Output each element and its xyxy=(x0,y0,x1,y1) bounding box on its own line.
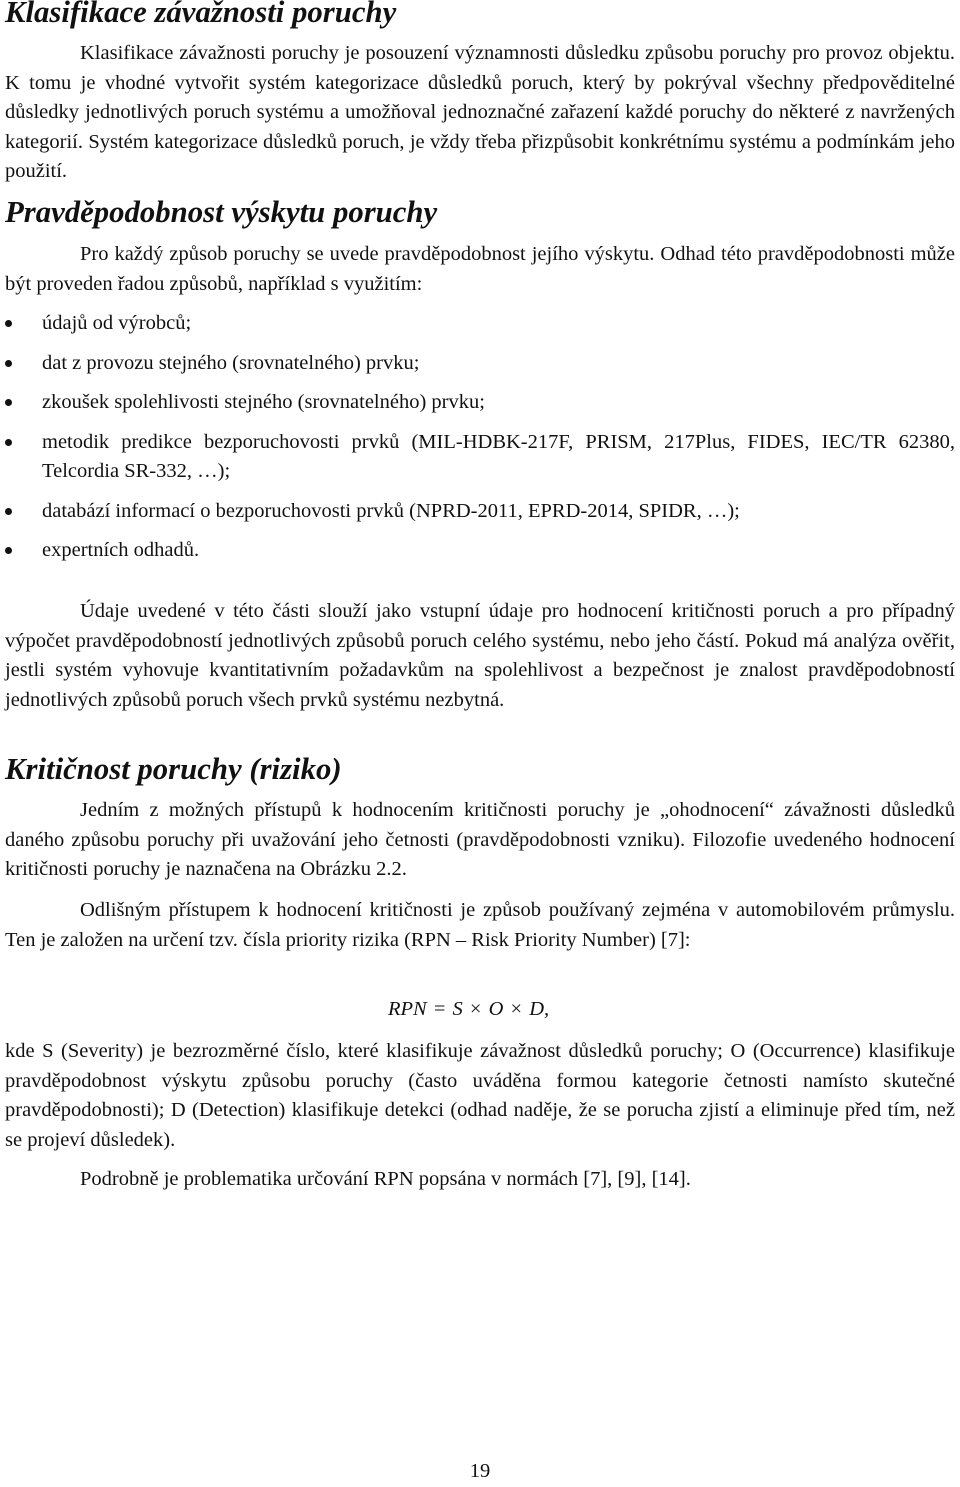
multiply-icon: × xyxy=(469,998,482,1020)
bullet-icon xyxy=(5,439,12,446)
formula-detection: D, xyxy=(529,998,550,1020)
paragraph-criticality-4: Podrobně je problematika určování RPN popsána v normách [7], [9], [14]. xyxy=(80,1168,691,1190)
list-item: databází informací o bezporuchovosti prvků (NPRD-2011, EPRD-2014, SPIDR, …); xyxy=(5,497,955,527)
rpn-formula xyxy=(388,995,549,1025)
bullet-icon xyxy=(5,360,12,367)
paragraph-criticality-1: Jedním z možných přístupů k hodnocením kritičnosti poruchy je „ohodnocení“ závažnosti důsledků daného způsobu poruchy při uvažování jeho četnosti (pravděpodobnosti vzniku). Filozofie uvedeného hodnocení kritičnosti poruchy je naznačena na Obrázku 2.2. xyxy=(5,799,955,880)
list-item: dat z provozu stejného (srovnatelného) prvku; xyxy=(5,349,955,379)
list-item: údajů od výrobců; xyxy=(5,309,955,339)
estimation-methods-list xyxy=(5,309,955,576)
formula-severity: S xyxy=(452,998,463,1020)
formula-lhs: RPN xyxy=(388,998,427,1020)
list-item: zkoušek spolehlivosti stejného (srovnatelného) prvku; xyxy=(5,388,955,418)
bullet-icon xyxy=(5,547,12,554)
paragraph-probability-closing: Údaje uvedené v této části slouží jako vstupní údaje pro hodnocení kritičnosti poruch a pro případný výpočet pravděpodobností jednotlivých způsobů poruch celého systému, nebo jeho částí. Pokud má analýza ověřit, jestli systém vyhovuje kvantitativním požadavkům na spolehlivost a bezpečnost je znalost pravděpodobností jednotlivých způsobů poruch všech prvků systému nezbytná. xyxy=(5,600,955,711)
paragraph-severity: Klasifikace závažnosti poruchy je posouzení významnosti důsledku způsobu poruchy pro provoz objektu. K tomu je vhodné vytvořit systém kategorizace důsledků poruch, který by pokrýval všechny předpověditelné důsledky jednotlivých poruch systému a umožňoval jednoznačné zařazení každé poruchy do některé z navržených kategorií. Systém kategorizace důsledků poruch, je vždy třeba přizpůsobit konkrétnímu systému a podmínkám jeho použití. xyxy=(5,42,955,182)
paragraph-probability-intro: Pro každý způsob poruchy se uvede pravděpodobnost jejího výskytu. Odhad této pravděpodobnosti může být proveden řadou způsobů, například s využitím: xyxy=(5,243,955,295)
heading-failure-probability: Pravděpodobnost výskytu poruchy xyxy=(5,195,438,229)
paragraph-criticality-3: kde S (Severity) je bezrozměrné číslo, které klasifikuje závažnost důsledků poruchy; O (Occurrence) klasifikuje pravděpodobnost výskytu způsobu poruchy (často uváděna formou kategorie četnosti namísto skutečné pravděpodobnosti); D (Detection) klasifikuje detekci (odhad naděje, že se porucha zjistí a eliminuje před tím, než se projeví důsledek). xyxy=(5,1040,955,1151)
list-item: expertních odhadů. xyxy=(5,536,955,566)
heading-severity-classification: Klasifikace závažnosti poruchy xyxy=(5,0,397,29)
heading-failure-criticality: Kritičnost poruchy (riziko) xyxy=(5,752,342,786)
formula-occurrence: O xyxy=(488,998,504,1020)
formula-equals: = xyxy=(433,998,446,1020)
bullet-icon xyxy=(5,399,12,406)
page-number: 19 xyxy=(469,1460,491,1482)
paragraph-criticality-2: Odlišným přístupem k hodnocení kritičnosti je způsob používaný zejména v automobilovém průmyslu. Ten je založen na určení tzv. čísla priority rizika (RPN – Risk Priority Number) [7]: xyxy=(5,899,955,951)
bullet-icon xyxy=(5,508,12,515)
multiply-icon: × xyxy=(510,998,523,1020)
list-item: metodik predikce bezporuchovosti prvků (MIL-HDBK-217F, PRISM, 217Plus, FIDES, IEC/TR 62380, Telcordia SR-332, …); xyxy=(5,428,955,487)
bullet-icon xyxy=(5,320,12,327)
